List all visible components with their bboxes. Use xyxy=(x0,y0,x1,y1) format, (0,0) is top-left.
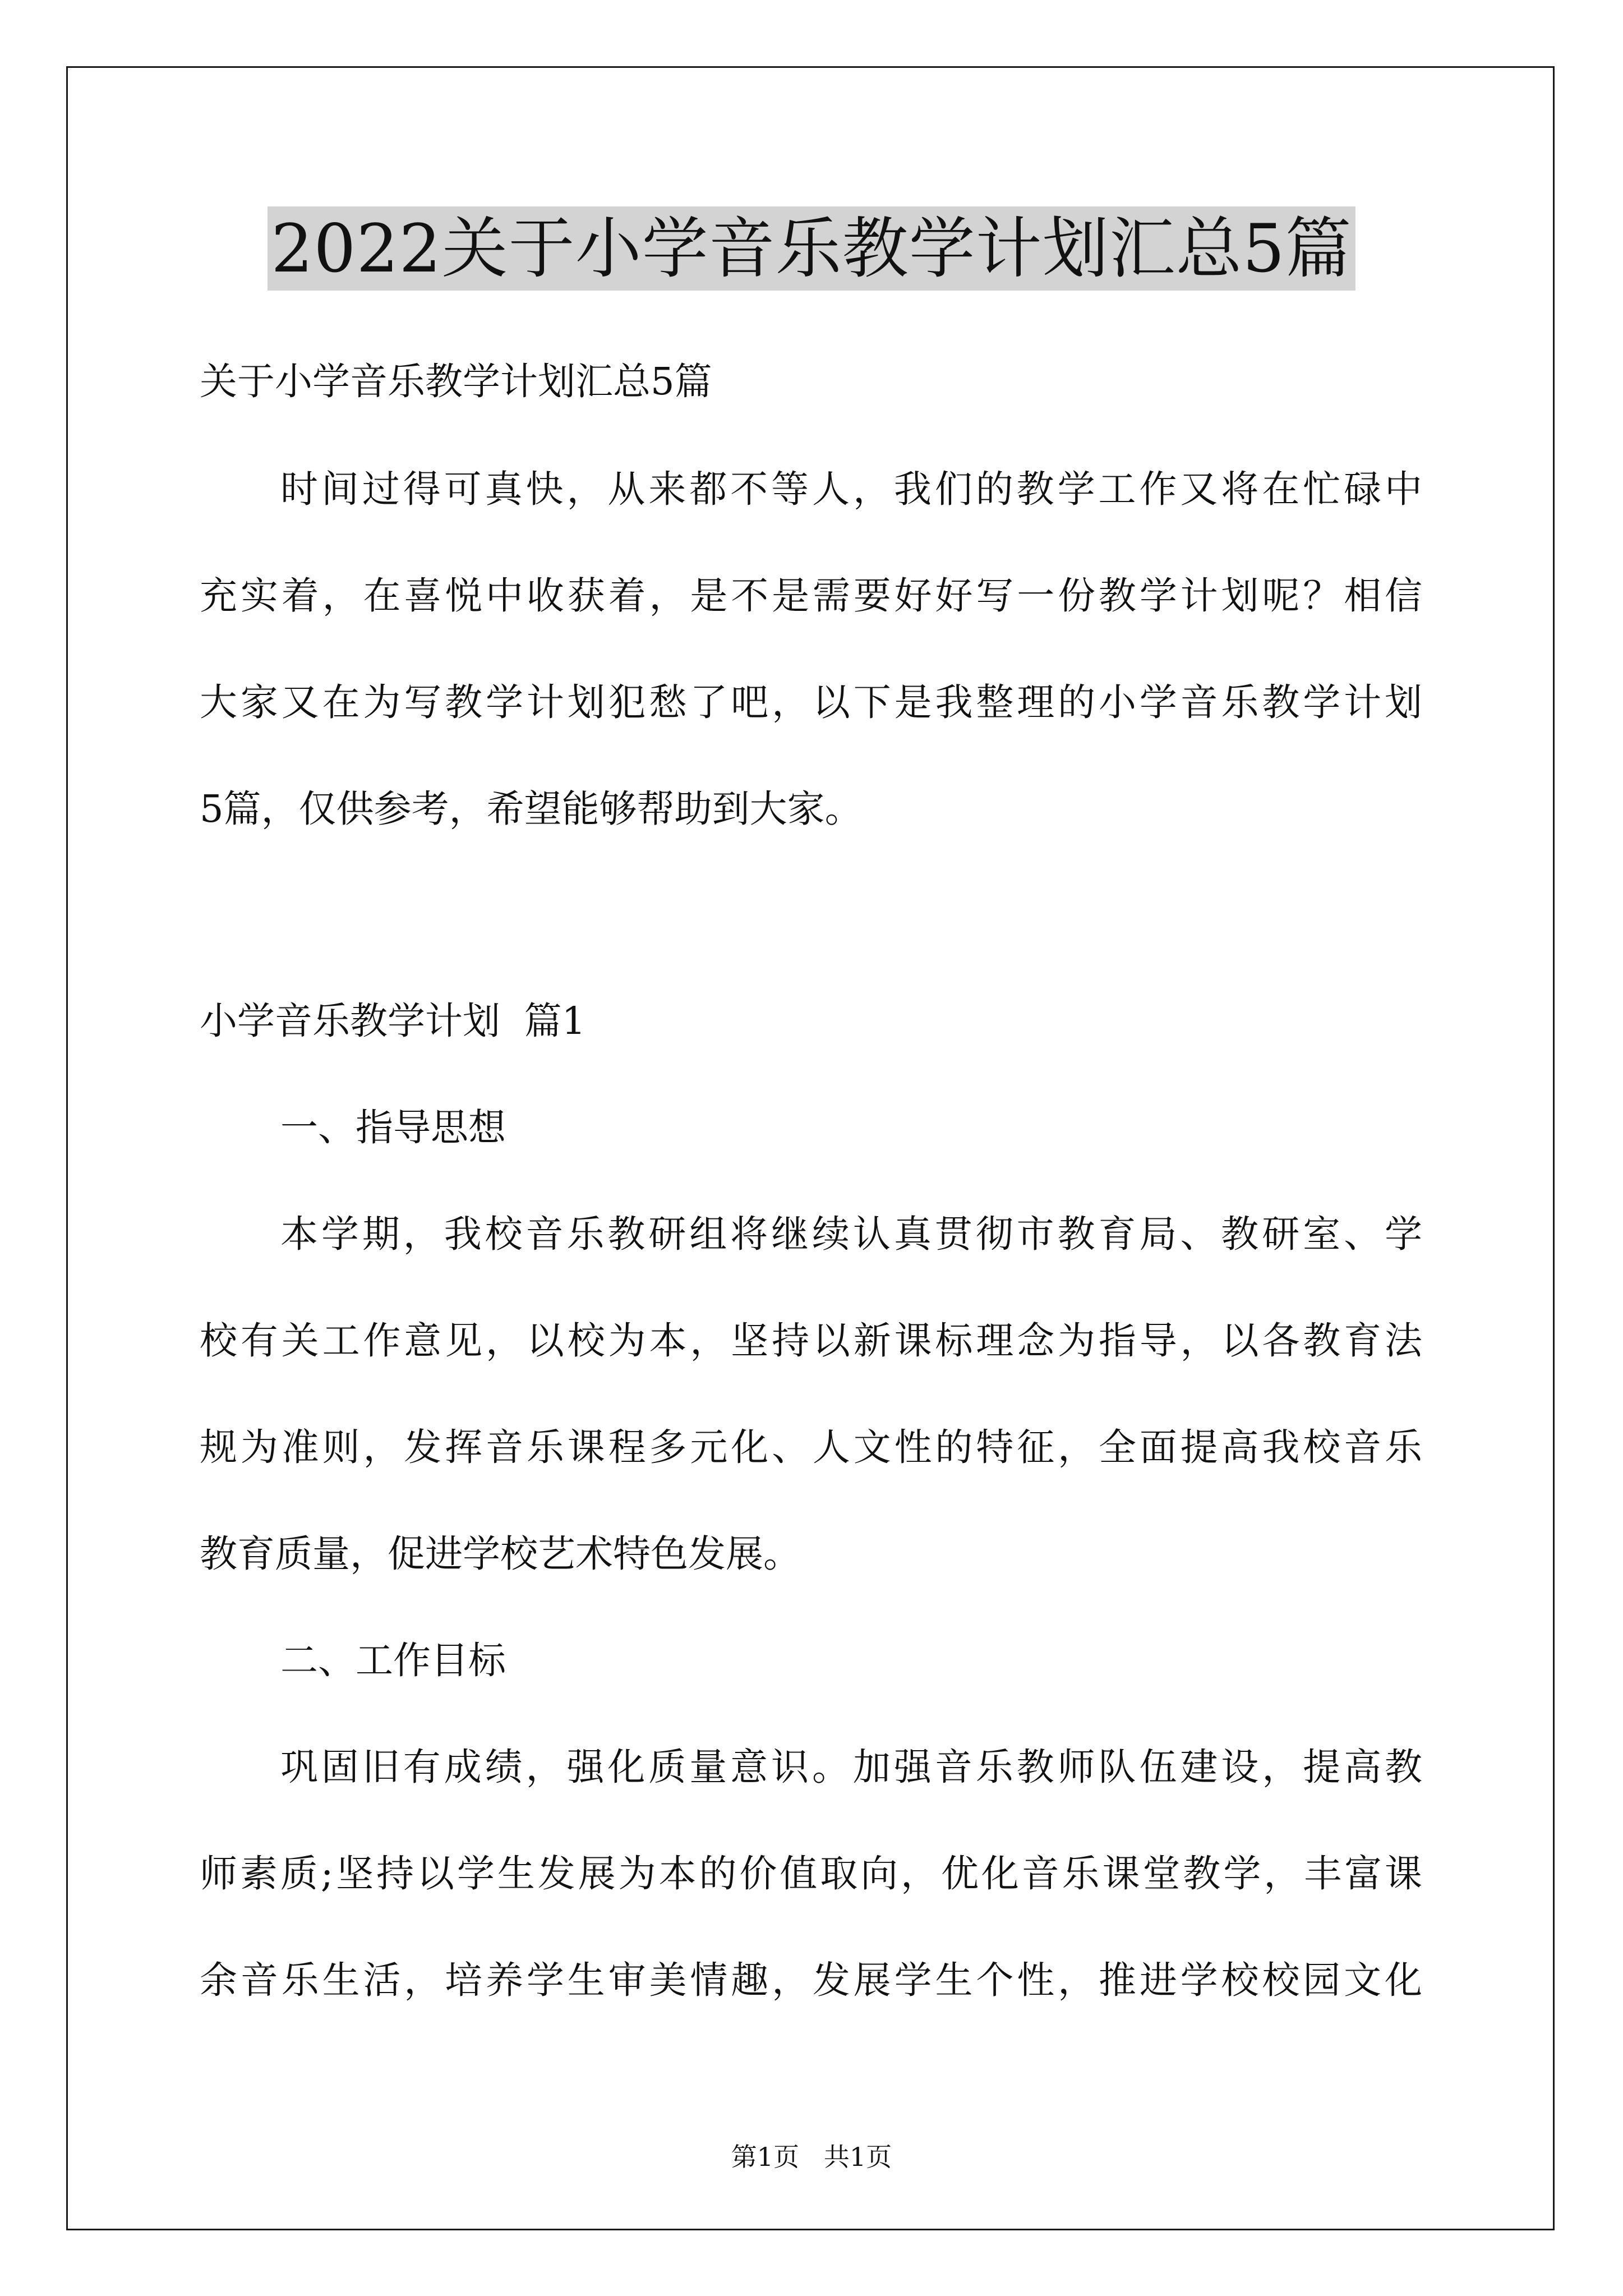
para1-line-3: 规为准则，发挥音乐课程多元化、人文性的特征，全面提高我校音乐 xyxy=(200,1425,1422,1469)
title-container xyxy=(0,206,1623,291)
para2-line-2: 师素质;坚持以学生发展为本的价值取向，优化音乐课堂教学，丰富课 xyxy=(200,1852,1422,1895)
page-footer: 第1页 共1页 xyxy=(731,2142,892,2172)
para1-line-4: 教育质量，促进学校艺术特色发展。 xyxy=(200,1532,801,1576)
heading-work-goals: 二、工作目标 xyxy=(280,1639,506,1682)
intro-line-1: 时间过得可真快，从来都不等人，我们的教学工作又将在忙碌中 xyxy=(280,467,1422,511)
intro-line-3: 大家又在为写教学计划犯愁了吧，以下是我整理的小学音乐教学计划 xyxy=(200,680,1422,724)
heading-guiding-ideology: 一、指导思想 xyxy=(280,1106,506,1149)
para1-line-1: 本学期，我校音乐教研组将继续认真贯彻市教育局、教研室、学 xyxy=(280,1212,1422,1256)
document-subtitle: 关于小学音乐教学计划汇总5篇 xyxy=(200,360,712,403)
para2-line-1: 巩固旧有成绩，强化质量意识。加强音乐教师队伍建设，提高教 xyxy=(280,1745,1422,1789)
para1-line-2: 校有关工作意见，以校为本，坚持以新课标理念为指导，以各教育法 xyxy=(200,1319,1422,1363)
intro-line-2: 充实着，在喜悦中收获着，是不是需要好好写一份教学计划呢？相信 xyxy=(200,574,1422,618)
section-title: 小学音乐教学计划 篇1 xyxy=(200,999,586,1043)
para2-line-3: 余音乐生活，培养学生审美情趣，发展学生个性，推进学校校园文化 xyxy=(200,1958,1422,2002)
document-title: 2022关于小学音乐教学计划汇总5篇 xyxy=(268,206,1355,291)
intro-line-4: 5篇，仅供参考，希望能够帮助到大家。 xyxy=(200,787,863,831)
